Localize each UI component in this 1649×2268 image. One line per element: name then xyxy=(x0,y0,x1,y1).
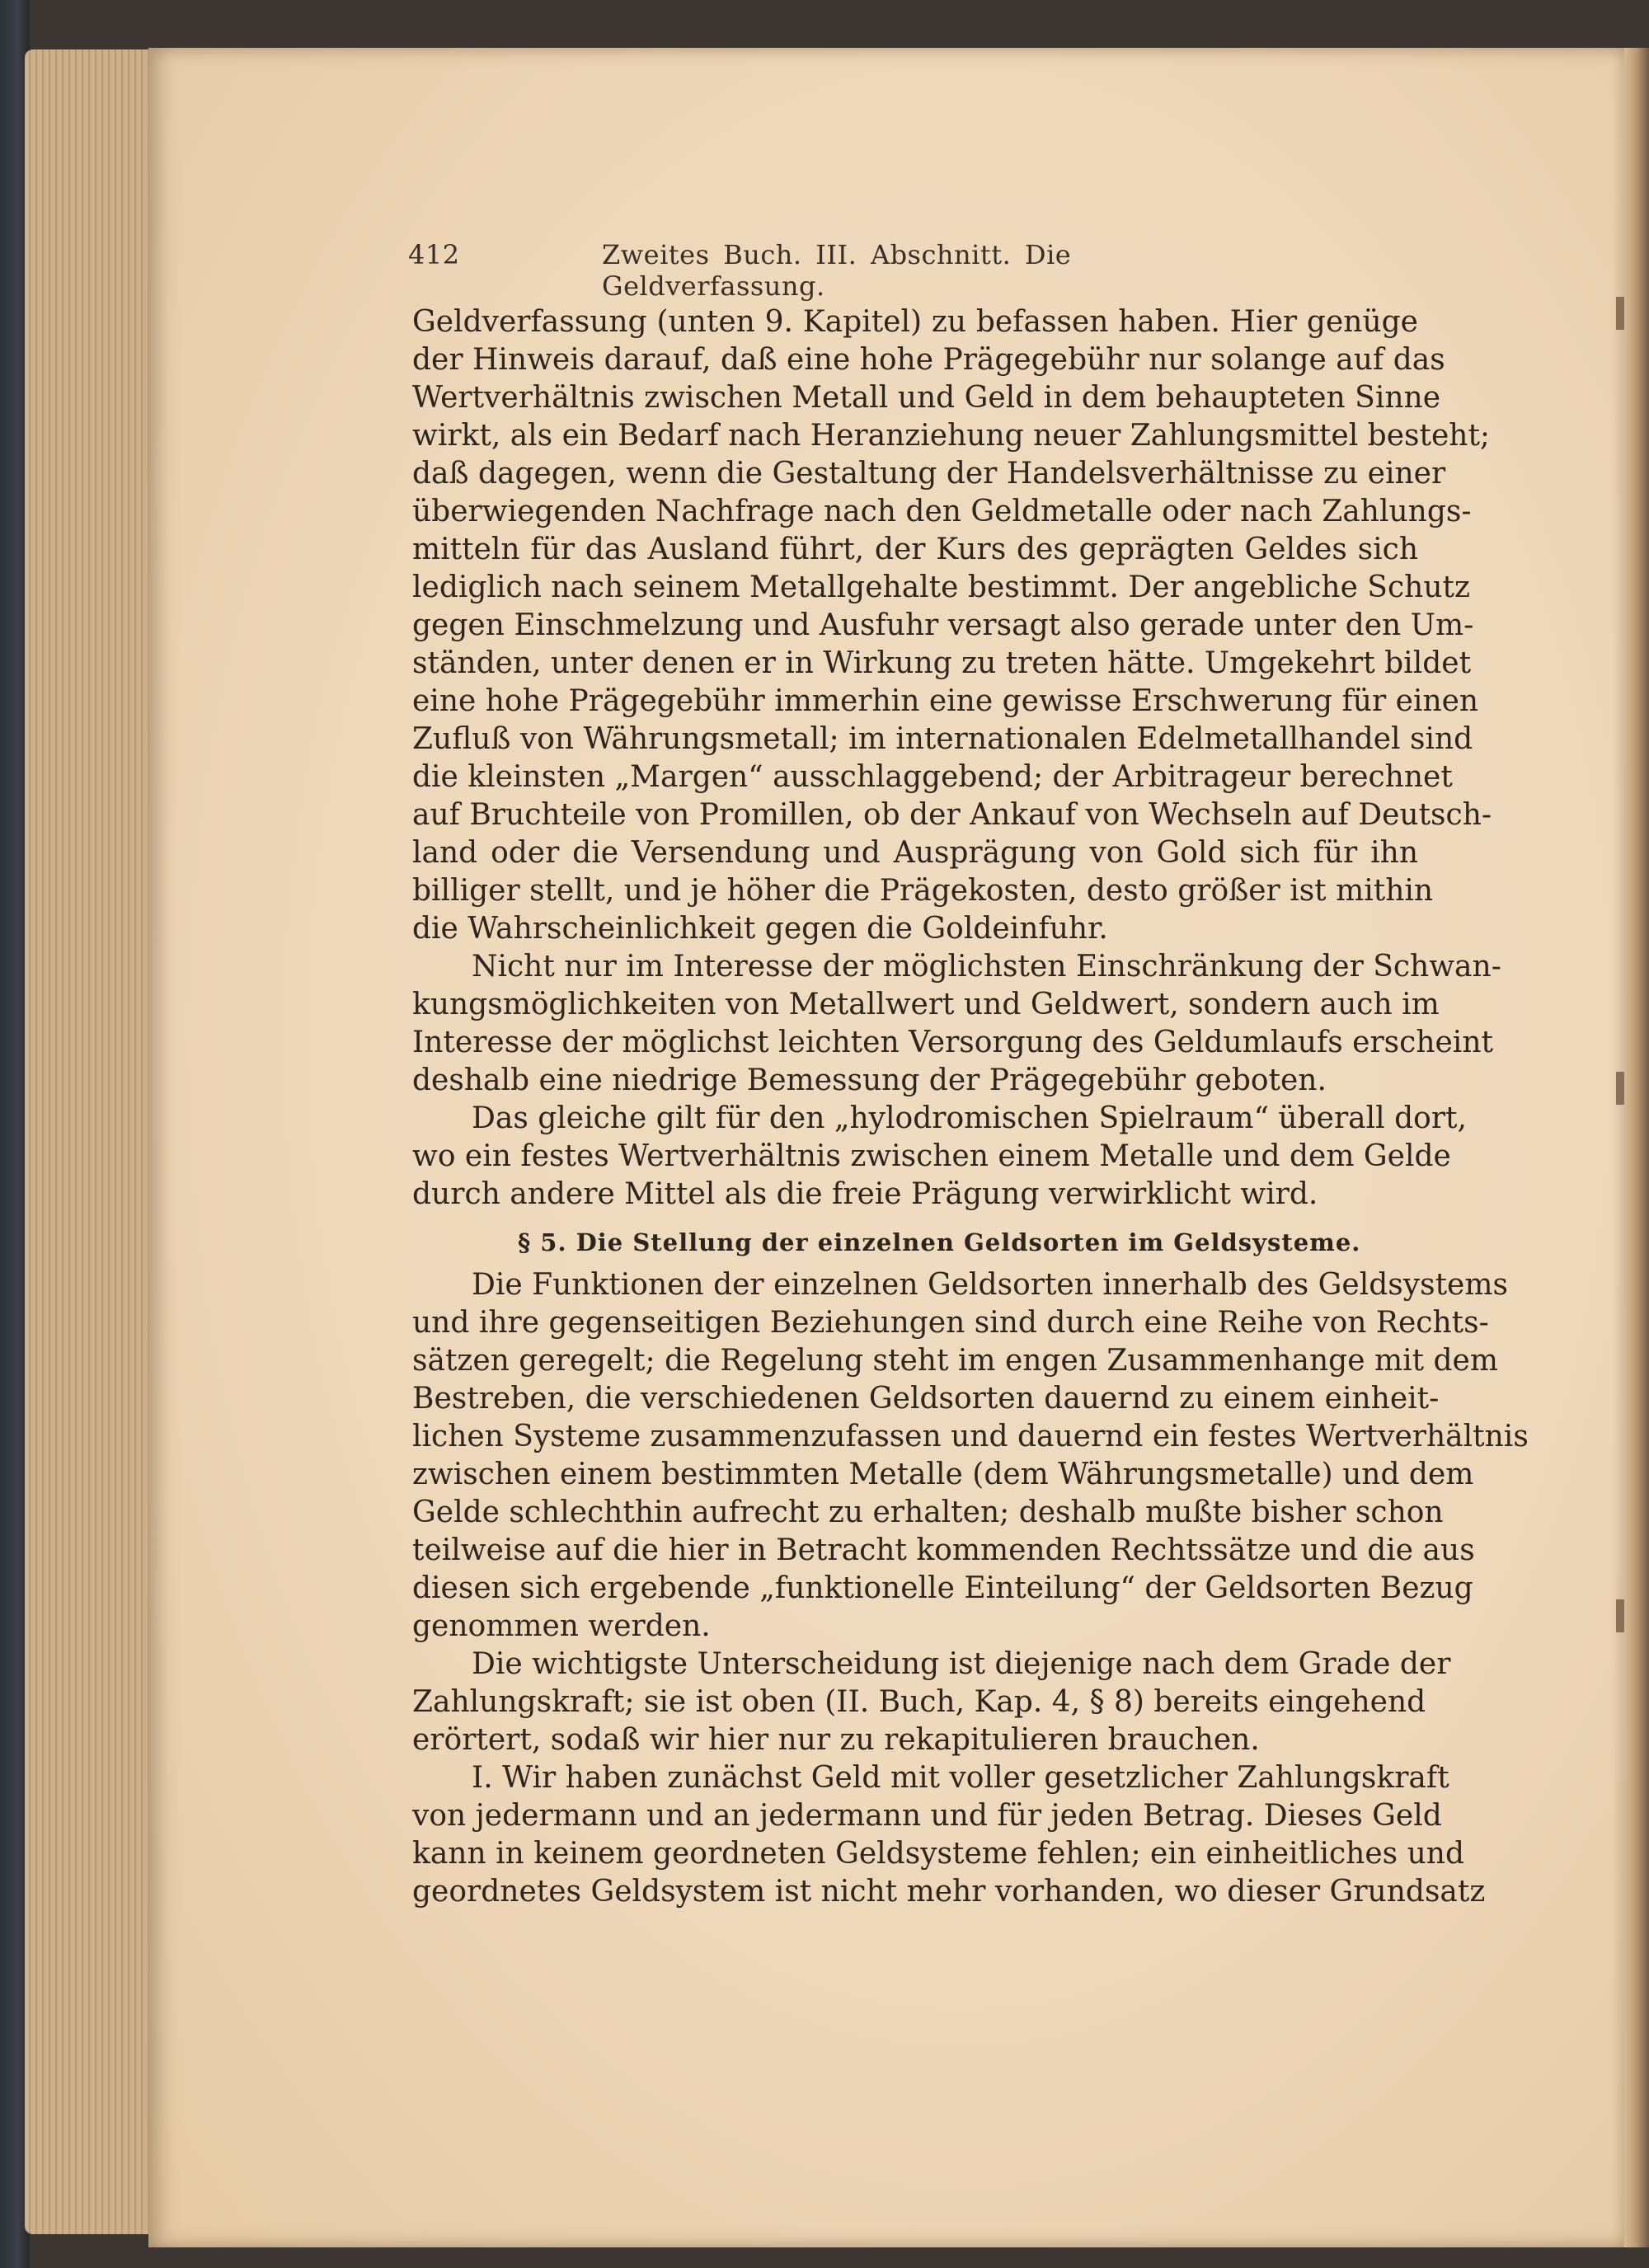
text-line: auf Bruchteile von Promillen, ob der Ankauf von Wechseln auf Deutsch- xyxy=(412,798,1492,832)
text-line: zwischen einem bestimmten Metalle (dem Währungsmetalle) und dem xyxy=(412,1458,1474,1491)
running-title: Zweites Buch. III. Abschnitt. Die Geldverfassung. xyxy=(602,239,1072,302)
text-line: die Wahrscheinlichkeit gegen die Goldeinfuhr. xyxy=(412,912,1108,946)
text-line: I. Wir haben zunächst Geld mit voller gesetzlicher Zahlungskraft xyxy=(472,1761,1449,1795)
text-line: Gelde schlechthin aufrecht zu erhalten; deshalb mußte bisher schon xyxy=(412,1496,1444,1529)
text-line: Bestreben, die verschiedenen Geldsorten dauernd zu einem einheit- xyxy=(412,1382,1440,1416)
text-line: billiger stellt, und je höher die Prägekosten, desto größer ist mithin xyxy=(412,874,1434,908)
page-edge-mark xyxy=(1616,1072,1624,1105)
text-line: kann in keinem geordneten Geldsysteme fehlen; ein einheitliches und xyxy=(412,1837,1464,1871)
text-line: Die Funktionen der einzelnen Geldsorten innerhalb des Geldsystems xyxy=(472,1268,1508,1302)
text-line: diesen sich ergebende „funktionelle Einteilung“ der Geldsorten Bezug xyxy=(412,1571,1473,1605)
text-line: Geldverfassung (unten 9. Kapitel) zu befassen haben. Hier genüge xyxy=(412,305,1418,339)
page-edge-mark xyxy=(1616,297,1624,330)
text-line: Wertverhältnis zwischen Metall und Geld in dem behaupteten Sinne xyxy=(412,381,1441,415)
text-line: sätzen geregelt; die Regelung steht im engen Zusammenhange mit dem xyxy=(412,1344,1498,1378)
text-line: daß dagegen, wenn die Gestaltung der Handelsverhältnisse zu einer xyxy=(412,457,1446,491)
text-line: land oder die Versendung und Ausprägung von Gold sich für ihn xyxy=(412,836,1418,870)
text-line: geordnetes Geldsystem ist nicht mehr vorhanden, wo dieser Grundsatz xyxy=(412,1875,1486,1909)
text-line: und ihre gegenseitigen Beziehungen sind durch eine Reihe von Rechts- xyxy=(412,1306,1489,1340)
text-line: wo ein festes Wertverhältnis zwischen einem Metalle und dem Gelde xyxy=(412,1139,1451,1173)
text-line: lediglich nach seinem Metallgehalte bestimmt. Der angebliche Schutz xyxy=(412,571,1470,604)
body-text xyxy=(412,303,1529,1911)
text-line: die kleinsten „Margen“ ausschlaggebend; der Arbitrageur berechnet xyxy=(412,760,1453,794)
text-line: ständen, unter denen er in Wirkung zu treten hätte. Umgekehrt bildet xyxy=(412,646,1472,680)
text-line: Zahlungskraft; sie ist oben (II. Buch, Kap. 4, § 8) bereits eingehend xyxy=(412,1685,1426,1719)
page-number: 412 xyxy=(408,239,460,270)
page-edge-mark xyxy=(1616,1599,1624,1632)
text-line: erörtert, sodaß wir hier nur zu rekapitulieren brauchen. xyxy=(412,1723,1260,1757)
text-line: durch andere Mittel als die freie Prägung verwirklicht wird. xyxy=(412,1177,1318,1211)
running-header xyxy=(408,239,1266,302)
text-line: genommen werden. xyxy=(412,1609,711,1643)
text-line: von jedermann und an jedermann und für jeden Betrag. Dieses Geld xyxy=(412,1799,1442,1833)
text-line: wirkt, als ein Bedarf nach Heranziehung neuer Zahlungsmittel besteht; xyxy=(412,419,1491,453)
text-line: kungsmöglichkeiten von Metallwert und Geldwert, sondern auch im xyxy=(412,988,1440,1021)
text-line: teilweise auf die hier in Betracht kommenden Rechtssätze und die aus xyxy=(412,1533,1475,1567)
text-line: der Hinweis darauf, daß eine hohe Prägegebühr nur solange auf das xyxy=(412,343,1445,377)
text-line: gegen Einschmelzung und Ausfuhr versagt also gerade unter den Um- xyxy=(412,608,1474,642)
text-line: Nicht nur im Interesse der möglichsten Einschränkung der Schwan- xyxy=(472,950,1501,984)
right-page-edge xyxy=(1624,48,1649,2247)
text-line: deshalb eine niedrige Bemessung der Prägegebühr geboten. xyxy=(412,1064,1327,1097)
text-line: Die wichtigste Unterscheidung ist diejenige nach dem Grade der xyxy=(472,1647,1451,1681)
text-line: eine hohe Prägegebühr immerhin eine gewisse Erschwerung für einen xyxy=(412,684,1479,718)
section-heading: § 5. Die Stellung der einzelnen Geldsorten im Geldsysteme. xyxy=(518,1228,1361,1256)
text-line: lichen Systeme zusammenzufassen und dauernd ein festes Wertverhältnis xyxy=(412,1420,1529,1453)
text-line: Zufluß von Währungsmetall; im internationalen Edelmetallhandel sind xyxy=(412,722,1473,756)
text-line: mitteln für das Ausland führt, der Kurs des geprägten Geldes sich xyxy=(412,533,1418,566)
text-line: Das gleiche gilt für den „hylodromischen Spielraum“ überall dort, xyxy=(472,1101,1467,1135)
text-line: überwiegenden Nachfrage nach den Geldmetalle oder nach Zahlungs- xyxy=(412,495,1472,528)
text-line: Interesse der möglichst leichten Versorgung des Geldumlaufs erscheint xyxy=(412,1026,1493,1059)
